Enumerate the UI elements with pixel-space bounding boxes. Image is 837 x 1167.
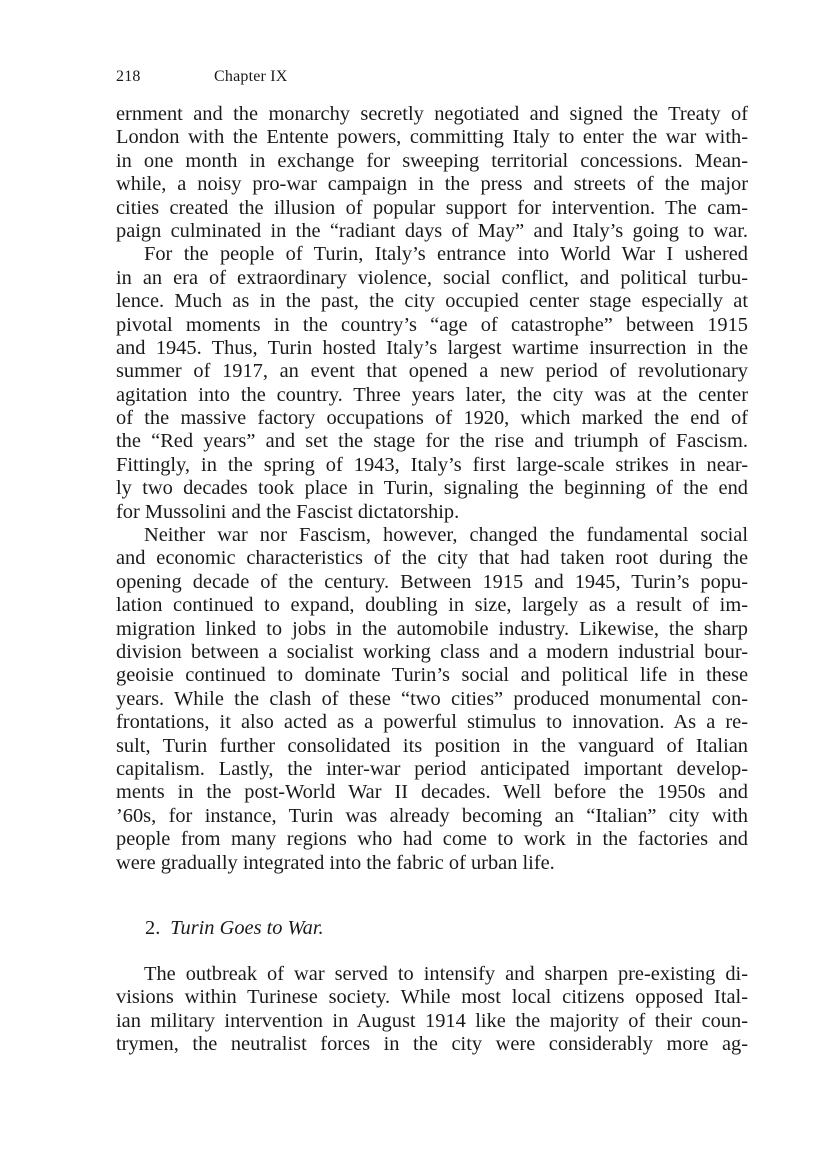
text-line: and economic characteristics of the city that had taken root during the (116, 547, 748, 570)
text-line: the “Red years” and set the stage for the rise and triumph of Fascism. (116, 430, 748, 453)
text-line: opening decade of the century. Between 1915 and 1945, Turin’s popu- (116, 570, 748, 593)
text-line: Neither war nor Fascism, however, changed the fundamental social (144, 524, 748, 547)
section-title: Turin Goes to War. (170, 917, 324, 939)
paragraph (116, 963, 748, 1057)
text-line: ian military intervention in August 1914 like the majority of their coun- (116, 1009, 748, 1032)
text-line: division between a socialist working class and a modern industrial bour- (116, 640, 748, 663)
section-text (116, 963, 748, 1057)
text-line: geoisie continued to dominate Turin’s social and political life in these (116, 664, 748, 687)
text-line: lation continued to expand, doubling in size, largely as a result of im- (116, 594, 748, 617)
main-text (116, 103, 748, 875)
page-number: 218 (116, 68, 141, 85)
text-line: sult, Turin further consolidated its position in the vanguard of Italian (116, 734, 748, 757)
text-line: ly two decades took place in Turin, signaling the beginning of the end (116, 477, 748, 500)
text-line: lence. Much as in the past, the city occupied center stage especially at (116, 290, 748, 313)
text-line: agitation into the country. Three years later, the city was at the center (116, 383, 748, 406)
text-line: years. While the clash of these “two cities” produced monumental con- (116, 687, 748, 710)
section-number: 2. (145, 917, 161, 939)
text-line: paign culminated in the “radiant days of May” and Italy’s going to war. (116, 219, 748, 242)
text-line: Fittingly, in the spring of 1943, Italy’s first large-scale strikes in near- (116, 453, 748, 476)
chapter-word: Chapter (214, 68, 267, 85)
paragraph (116, 103, 748, 243)
text-line: for Mussolini and the Fascist dictatorship. (116, 500, 460, 523)
text-line: were gradually integrated into the fabric of urban life. (116, 851, 555, 874)
paragraph (116, 524, 748, 875)
section-heading (145, 916, 324, 940)
text-line: ’60s, for instance, Turin was already becoming an “Italian” city with (116, 804, 748, 827)
text-line: frontations, it also acted as a powerful stimulus to innovation. As a re- (116, 711, 748, 734)
text-line: cities created the illusion of popular support for intervention. The cam- (116, 196, 748, 219)
text-line: while, a noisy pro-war campaign in the press and streets of the major (116, 173, 748, 196)
text-line: in an era of extraordinary violence, social conflict, and political turbu- (116, 266, 748, 289)
text-line: capitalism. Lastly, the inter-war period anticipated important develop- (116, 757, 748, 780)
text-line: migration linked to jobs in the automobile industry. Likewise, the sharp (116, 617, 748, 640)
text-line: For the people of Turin, Italy’s entrance into World War I ushered (144, 243, 748, 266)
text-line: ments in the post-World War II decades. Well before the 1950s and (116, 781, 748, 804)
text-line: trymen, the neutralist forces in the city were considerably more ag- (116, 1033, 748, 1056)
text-line: pivotal moments in the country’s “age of catastrophe” between 1915 (116, 313, 748, 336)
text-line: people from many regions who had come to work in the factories and (116, 828, 748, 851)
text-line: of the massive factory occupations of 1920, which marked the end of (116, 407, 748, 430)
text-line: London with the Entente powers, committing Italy to enter the war with- (116, 126, 748, 149)
paragraph (116, 243, 748, 524)
text-line: The outbreak of war served to intensify and sharpen pre-existing di- (144, 963, 748, 985)
text-line: in one month in exchange for sweeping territorial concessions. Mean- (116, 149, 748, 172)
text-line: visions within Turinese society. While most local citizens opposed Ital- (116, 986, 748, 1009)
running-header (116, 67, 288, 87)
chapter-numeral: IX (270, 68, 288, 85)
text-line: and 1945. Thus, Turin hosted Italy’s largest wartime insurrection in the (116, 336, 748, 359)
chapter-label (214, 67, 288, 87)
text-line: ernment and the monarchy secretly negotiated and signed the Treaty of (116, 103, 748, 125)
text-line: summer of 1917, an event that opened a new period of revolutionary (116, 360, 748, 383)
